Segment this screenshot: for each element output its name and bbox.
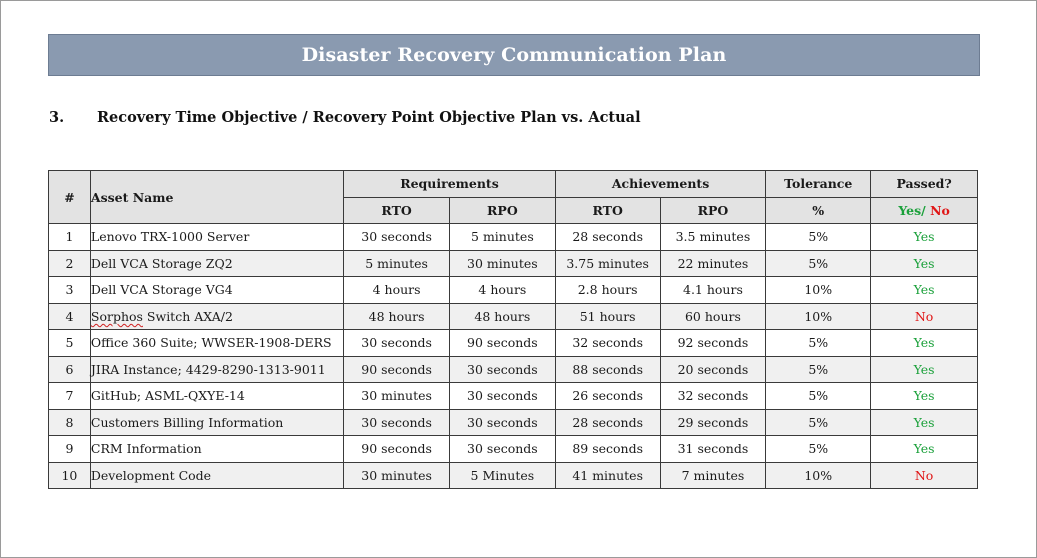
table-row	[49, 303, 978, 330]
passed-status: Yes	[871, 224, 978, 251]
tolerance: 5%	[766, 436, 871, 463]
col-header-num: #	[49, 171, 91, 224]
asset-name: CRM Information	[90, 436, 343, 463]
ach-rto: 32 seconds	[555, 330, 660, 357]
asset-name	[90, 303, 343, 330]
tolerance: 10%	[766, 303, 871, 330]
section-number: 3.	[49, 109, 65, 126]
col-header-asset: Asset Name	[90, 171, 343, 224]
section-title: Recovery Time Objective / Recovery Point Objective Plan vs. Actual	[97, 109, 641, 126]
ach-rto: 89 seconds	[555, 436, 660, 463]
row-number: 6	[49, 356, 91, 383]
row-number: 4	[49, 303, 91, 330]
row-number: 3	[49, 277, 91, 304]
table-row	[49, 383, 978, 410]
passed-status: Yes	[871, 277, 978, 304]
col-header-passed: Passed?	[871, 171, 978, 198]
asset-name: Dell VCA Storage ZQ2	[90, 250, 343, 277]
legend-yes: Yes/	[898, 202, 926, 218]
ach-rpo: 22 minutes	[660, 250, 766, 277]
ach-rpo: 31 seconds	[660, 436, 766, 463]
tolerance: 5%	[766, 224, 871, 251]
col-header-achievements: Achievements	[555, 171, 766, 198]
col-header-requirements: Requirements	[344, 171, 556, 198]
req-rpo: 5 minutes	[449, 224, 555, 251]
tolerance: 10%	[766, 462, 871, 489]
req-rto: 90 seconds	[344, 356, 450, 383]
ach-rto: 3.75 minutes	[555, 250, 660, 277]
row-number: 8	[49, 409, 91, 436]
passed-status: No	[871, 462, 978, 489]
section-heading	[49, 109, 641, 126]
rto-rpo-table	[48, 170, 978, 489]
req-rto: 48 hours	[344, 303, 450, 330]
row-number: 1	[49, 224, 91, 251]
tolerance: 5%	[766, 250, 871, 277]
req-rto: 30 minutes	[344, 383, 450, 410]
asset-name-rest: Switch AXA/2	[142, 308, 233, 324]
asset-name: Dell VCA Storage VG4	[90, 277, 343, 304]
ach-rto: 88 seconds	[555, 356, 660, 383]
document-title-bar	[48, 34, 980, 76]
ach-rpo: 92 seconds	[660, 330, 766, 357]
col-header-tolerance: Tolerance	[766, 171, 871, 198]
passed-status: Yes	[871, 436, 978, 463]
col-header-tolerance-unit: %	[766, 197, 871, 224]
table-row	[49, 250, 978, 277]
col-header-req-rpo: RPO	[449, 197, 555, 224]
asset-name: Office 360 Suite; WWSER-1908-DERS	[90, 330, 343, 357]
ach-rpo: 20 seconds	[660, 356, 766, 383]
table-row	[49, 224, 978, 251]
passed-status: Yes	[871, 383, 978, 410]
tolerance: 5%	[766, 383, 871, 410]
ach-rpo: 32 seconds	[660, 383, 766, 410]
ach-rto: 28 seconds	[555, 224, 660, 251]
asset-name: GitHub; ASML-QXYE-14	[90, 383, 343, 410]
col-header-ach-rpo: RPO	[660, 197, 766, 224]
asset-name: Development Code	[90, 462, 343, 489]
ach-rpo: 7 minutes	[660, 462, 766, 489]
req-rto: 30 seconds	[344, 224, 450, 251]
req-rto: 30 seconds	[344, 409, 450, 436]
table-row	[49, 462, 978, 489]
passed-status: Yes	[871, 250, 978, 277]
req-rto: 30 minutes	[344, 462, 450, 489]
ach-rto: 26 seconds	[555, 383, 660, 410]
asset-name: Customers Billing Information	[90, 409, 343, 436]
row-number: 5	[49, 330, 91, 357]
tolerance: 5%	[766, 356, 871, 383]
table-row	[49, 436, 978, 463]
table-row	[49, 330, 978, 357]
req-rpo: 90 seconds	[449, 330, 555, 357]
passed-status: No	[871, 303, 978, 330]
table-row	[49, 277, 978, 304]
col-header-req-rto: RTO	[344, 197, 450, 224]
ach-rto: 2.8 hours	[555, 277, 660, 304]
passed-status: Yes	[871, 330, 978, 357]
req-rpo: 4 hours	[449, 277, 555, 304]
tolerance: 10%	[766, 277, 871, 304]
row-number: 9	[49, 436, 91, 463]
header-row-top	[49, 171, 978, 198]
asset-name: Lenovo TRX-1000 Server	[90, 224, 343, 251]
req-rto: 90 seconds	[344, 436, 450, 463]
ach-rpo: 60 hours	[660, 303, 766, 330]
req-rto: 30 seconds	[344, 330, 450, 357]
document-title: Disaster Recovery Communication Plan	[301, 44, 727, 66]
table-row	[49, 356, 978, 383]
legend-no: No	[925, 202, 950, 218]
passed-status: Yes	[871, 409, 978, 436]
req-rpo: 30 seconds	[449, 409, 555, 436]
spellcheck-flagged-word: Sorphos	[90, 308, 143, 324]
ach-rpo: 4.1 hours	[660, 277, 766, 304]
req-rpo: 30 seconds	[449, 356, 555, 383]
asset-name: JIRA Instance; 4429-8290-1313-9011	[90, 356, 343, 383]
row-number: 7	[49, 383, 91, 410]
tolerance: 5%	[766, 330, 871, 357]
ach-rpo: 29 seconds	[660, 409, 766, 436]
col-header-passed-legend	[871, 197, 978, 224]
req-rpo: 5 Minutes	[449, 462, 555, 489]
table-row	[49, 409, 978, 436]
tolerance: 5%	[766, 409, 871, 436]
req-rpo: 48 hours	[449, 303, 555, 330]
passed-status: Yes	[871, 356, 978, 383]
req-rpo: 30 minutes	[449, 250, 555, 277]
ach-rpo: 3.5 minutes	[660, 224, 766, 251]
req-rto: 5 minutes	[344, 250, 450, 277]
col-header-ach-rto: RTO	[555, 197, 660, 224]
req-rpo: 30 seconds	[449, 383, 555, 410]
ach-rto: 51 hours	[555, 303, 660, 330]
ach-rto: 28 seconds	[555, 409, 660, 436]
row-number: 2	[49, 250, 91, 277]
req-rto: 4 hours	[344, 277, 450, 304]
ach-rto: 41 minutes	[555, 462, 660, 489]
req-rpo: 30 seconds	[449, 436, 555, 463]
row-number: 10	[49, 462, 91, 489]
